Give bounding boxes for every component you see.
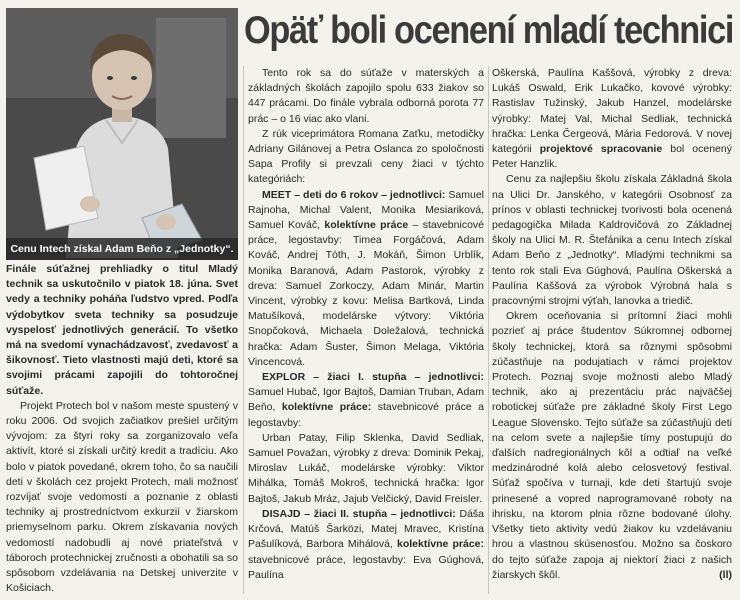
explor-team-text: stavebnicové práce a legostavby: [248,401,484,429]
column-2 [248,66,484,583]
disajd-text: Dáša Krčová, Matúš Šarközi, Matej Mravec, Kristína Pašulíková, Barbora Mihálová, [248,507,485,551]
col3-p1-end: bol ocenený Peter Hanzlik. [492,143,732,171]
category-explor [248,370,484,431]
article-photo [6,8,238,260]
column-divider-2 [488,66,489,594]
col2-paragraph-1: Tento rok sa do súťaže v materských a základných školách zapojilo spolu 633 žiakov so 447 prácami. Do finále vybrala odborná porota 77 prác – o 16 viac ako vlani. [248,67,484,125]
col3-p1-text: Oškerská, Paulína Kaššová, výrobky z dreva: Lukáš Oswald, Erik Lukačko, kovové výrobky: Rastislav Tužinský, Jakub Hanzel, modelárske výrobky: Matej Val, Michal Sedliak, technická hračka: Lenka Čergeová, Mária Fedorová. V novej kategórii [492,67,732,156]
boy-with-award-illustration [6,8,238,260]
meet-team-label: kolektívne práce [324,219,409,232]
column-divider-1 [243,66,244,594]
category-meet [248,188,484,370]
col2-paragraph-2: Z rúk viceprimátora Romana Zaťku, metodičky Adriany Gilánovej a Petra Oslanca zo spoločnosti Sapa Profily si prevzali ceny žiaci v týchto kategóriách: [248,127,484,186]
col3-paragraph-3 [492,309,732,583]
col1-paragraph-1: Projekt Protech bol v našom meste spustený v roku 2006. Od svojich začiatkov prešiel určitým vývojom: za štyri roky sa zorganizovalo veľa aktivít, ktoré si získali určitý kredit a tradíciu. Ako bolo v piatok povedané, okrem toho, čo sa naučili deti v školách cez projekt Protech, mali možnosť rozvíjať svoje vedomosti a poznanie z oblasti techniky aj prostredníctvom exkurzií v žiarskom priemyselnom parku. Okrem získavania nových vedomostí nadobudli aj nové priateľstvá v táboroch protechnickej zručnosti a obohatili sa so spôsobom vzdelávania na Detskej univerzite v Košiciach. [6,399,238,595]
photo-caption: Cenu Intech získal Adam Beňo z „Jednotky“. [6,238,238,260]
column-3 [492,66,732,583]
author-signature: (ll) [719,568,732,581]
explor-team-label: kolektívne práce: [281,401,372,414]
meet-label: MEET – deti do 6 rokov – jednotlivci: [262,188,446,201]
disajd-label: DISAJD – žiaci II. stupňa – jednotlivci: [262,507,456,520]
disajd-team-text: stavebnicové práce, legostavby: Eva Gúghová, Paulína [248,553,484,581]
meet-team-text: – stavebnicové práce, legostavby: Timea Forgáčová, Adam Kováč, Andrej Tóth, J. Mokáň, Šimon Urblík, Monika Baranová, Adam Pastorok, výrobky z dreva: Samuel Zorkoczy, Adam Minár, Martin Vincent, výrobky z kovu: Melisa Bartková, Linda Matušíková, modelárske výtvory: Viktória Snopčoková, Michaela Doležalová, technická hračka: Adam Šuster, Šimon Melaga, Viktória Vincencová. [248,219,484,368]
explor-winners: Urban Patay, Filip Sklenka, David Sedliak, Samuel Považan, výrobky z dreva: Dominik Pekaj, Miroslav Lukáč, modelárske výrobky: Viktor Mihálka, Tomáš Mokroš, technická hračka: Igor Bajtoš, Jakub Mráz, Jajub Velčický, David Freisler. [248,431,484,505]
col3-paragraph-1 [492,66,732,172]
category-project-label: projektové spracovanie [539,143,663,156]
meet-text: Samuel Rajnoha, Michal Valent, Monika Mesiariková, Samuel Kováč, [248,188,484,232]
col3-paragraph-2: Cenu za najlepšiu školu získala Základná škola na Ulici Dr. Janského, v kategórii Osobnosť za prínos v oblasti technickej tvorivosti bola ocenená pedagogička Milada Kaldrovičová zo Základnej školy na Ulici M. R. Štefánika a cenu Intech získal Adam Beňo z „Jednotky“. Mladými technikmi sa tento rok stali Eva Gúghová, Paulína Oškerská a Paulína Kaššová za výrobok Výrobná hala s pracovnými strojmi výťah, lanovka a triedič. [492,173,732,308]
category-disajd [248,507,484,583]
disajd-team-label: kolektívne práce: [396,538,484,551]
explor-text: Samuel Hubač, Igor Bajtoš, Damian Truban, Adam Beňo, [248,386,484,414]
article-headline: Opäť boli ocenení mladí technici [244,9,734,52]
col3-p3-text: Okrem oceňovania si prítomní žiaci mohli pozrieť aj práce študentov Súkromnej odbornej školy technickej, ktorá sa rôznymi spôsobmi zúčastňuje na podujatiach v rámci projektov Protech. Poznaj svoje možnosti alebo Mladý technik, ako aj prezentáciu prác najväčšej robotickej súťaže pre základné školy First Lego League Slovensko. Tejto súťaže sa zúčastňujú deti na celom svete a najlepšie tímy postupujú do ďalších nadregionálnych kôl a odtiaľ na veľké medzinárodné kolá alebo celosvetový festival. Súťaž spočíva v turnaji, kde deti štartujú svoje prinesené a vopred naprogramované roboty na ihrisku, na ktorom plnia rôzne bodované úlohy. Všetky tieto aktivity vedú žiakov ku vzdelávaniu hrou a vlastnou skúsenosťou. Možno sa čoskoro do tejto súťaže zapoja aj niektorí žiaci z našich žiarskych škôl. [492,310,732,581]
explor-label: EXPLOR – žiaci I. stupňa – jednotlivci: [262,371,484,384]
lead-paragraph: Finále súťažnej prehliadky o titul Mladý technik sa uskutočnilo v piatok 18. júna. Svet vedy a techniky poháňa ľudstvo vpred. Podľa výdobytkov sveta techniky sa posudzuje vyspelosť jednotlivých generácií. To všetko má na svedomí vynachádzavosť, zvedavosť a šikovnosť. Tieto vlastnosti majú deti, ktoré sa svojimi prácami zapojili do tohtoročnej súťaže. [6,263,238,397]
column-1 [6,262,238,596]
